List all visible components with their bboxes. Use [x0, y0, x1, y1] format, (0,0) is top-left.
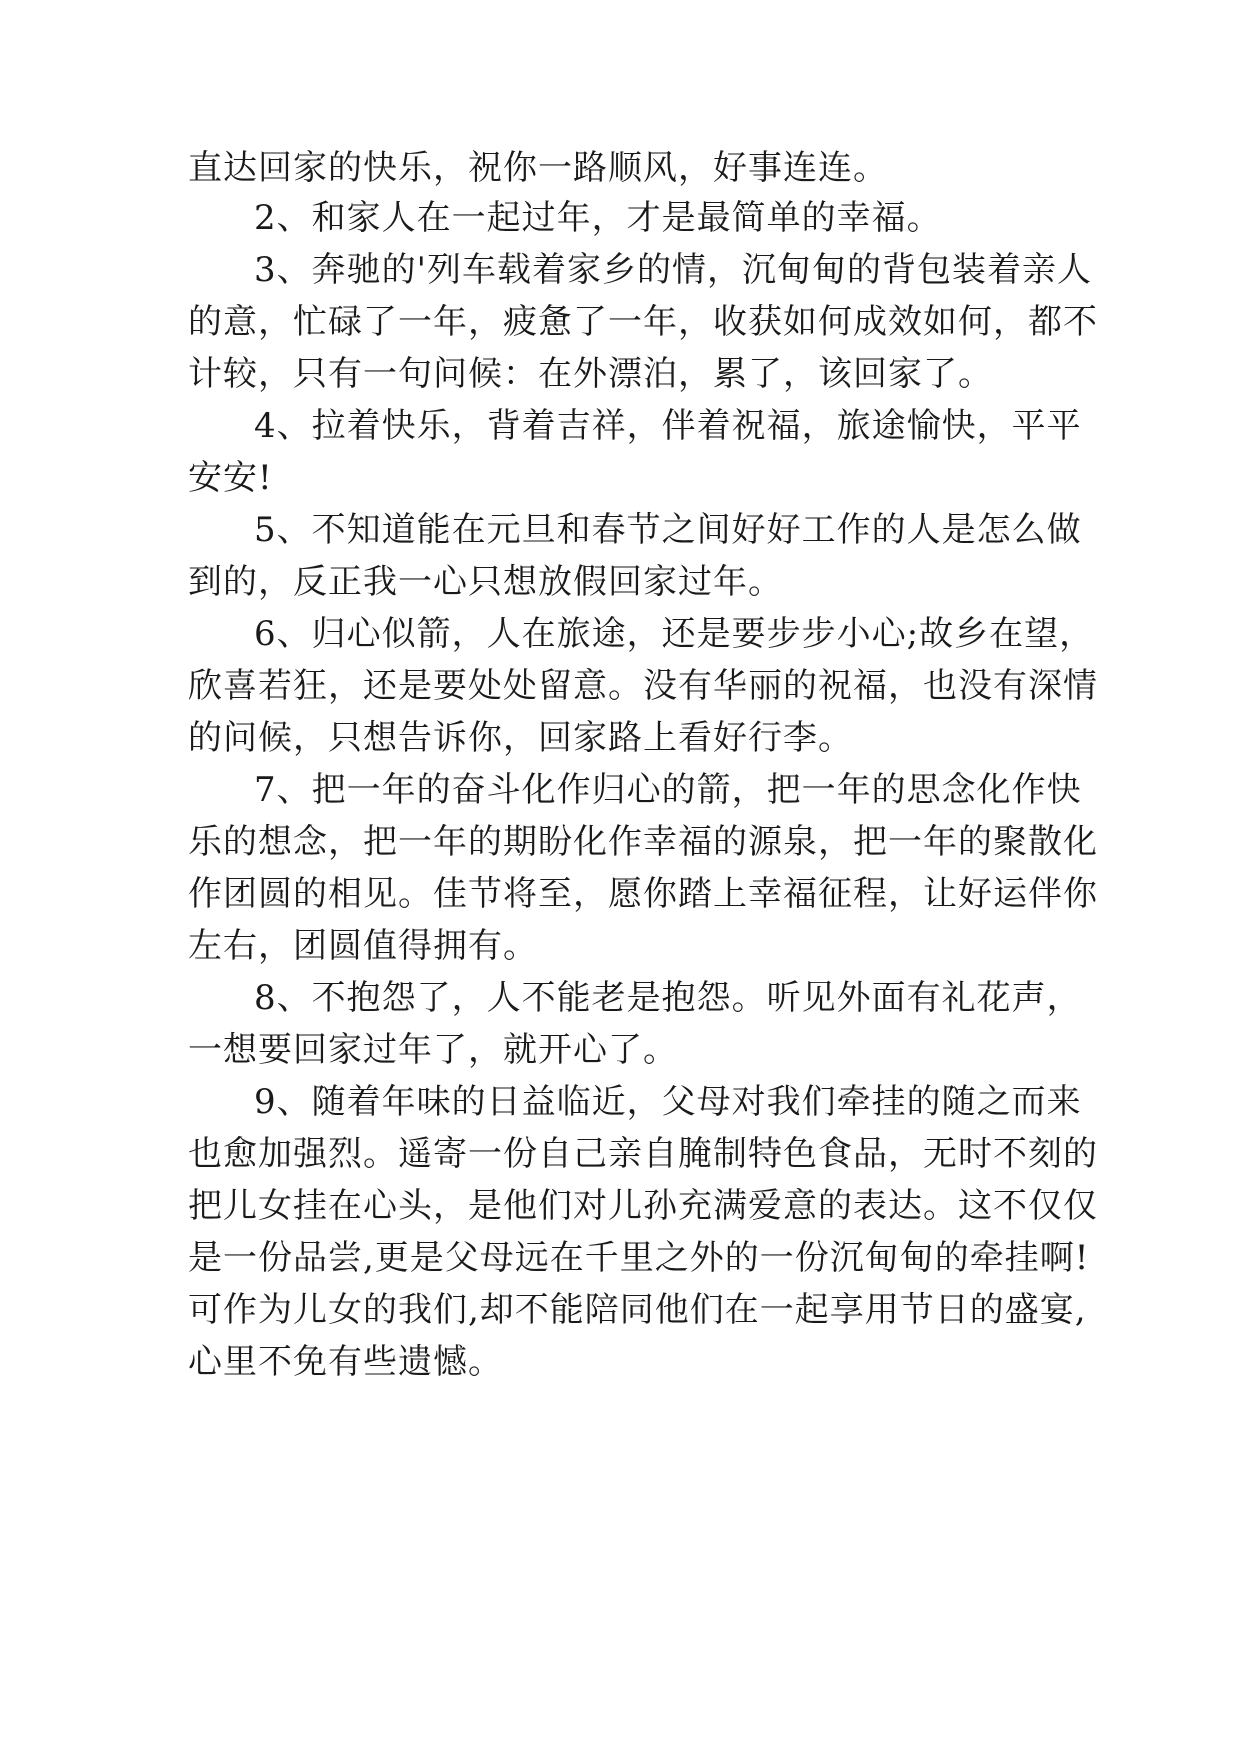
text-line: 计较，只有一句问候：在外漂泊，累了，该回家了。: [188, 354, 993, 394]
text-line: 安安!: [188, 458, 273, 498]
text-line: 9、随着年味的日益临近，父母对我们牵挂的随之而来: [254, 1082, 1082, 1122]
text-line: 5、不知道能在元旦和春节之间好好工作的人是怎么做: [254, 510, 1082, 550]
text-line: 7、把一年的奋斗化作归心的箭，把一年的思念化作快: [254, 770, 1082, 810]
text-line: 作团圆的相见。佳节将至，愿你踏上幸福征程，让好运伴你: [188, 874, 1098, 914]
text-line: 6、归心似箭，人在旅途，还是要步步小心;故乡在望，: [254, 614, 1095, 654]
text-line: 把儿女挂在心头，是他们对儿孙充满爱意的表达。这不仅仅: [188, 1186, 1098, 1226]
text-line: 一想要回家过年了，就开心了。: [188, 1030, 678, 1070]
text-line: 也愈加强烈。遥寄一份自己亲自腌制特色食品，无时不刻的: [188, 1134, 1098, 1174]
text-line: 左右，团圆值得拥有。: [188, 926, 538, 966]
text-line: 的意，忙碌了一年，疲惫了一年，收获如何成效如何，都不: [188, 302, 1098, 342]
text-line: 到的，反正我一心只想放假回家过年。: [188, 562, 783, 602]
text-line: 可作为儿女的我们,却不能陪同他们在一起享用节日的盛宴,: [188, 1290, 1087, 1330]
text-line: 的问候，只想告诉你，回家路上看好行李。: [188, 718, 853, 758]
text-line: 2、和家人在一起过年，才是最简单的幸福。: [254, 198, 942, 238]
text-line: 是一份品尝,更是父母远在千里之外的一份沉甸甸的牵挂啊!: [188, 1238, 1090, 1278]
text-line: 欣喜若狂，还是要处处留意。没有华丽的祝福，也没有深情: [188, 666, 1098, 706]
text-line: 4、拉着快乐，背着吉祥，伴着祝福，旅途愉快，平平: [254, 406, 1082, 446]
text-line: 心里不免有些遗憾。: [188, 1342, 503, 1382]
text-line: 8、不抱怨了，人不能老是抱怨。听见外面有礼花声，: [254, 978, 1082, 1018]
text-line: 3、奔驰的'列车载着家乡的情，沉甸甸的背包装着亲人: [254, 250, 1092, 290]
text-line: 乐的想念，把一年的期盼化作幸福的源泉，把一年的聚散化: [188, 822, 1098, 862]
text-line: 直达回家的快乐，祝你一路顺风，好事连连。: [188, 148, 888, 188]
